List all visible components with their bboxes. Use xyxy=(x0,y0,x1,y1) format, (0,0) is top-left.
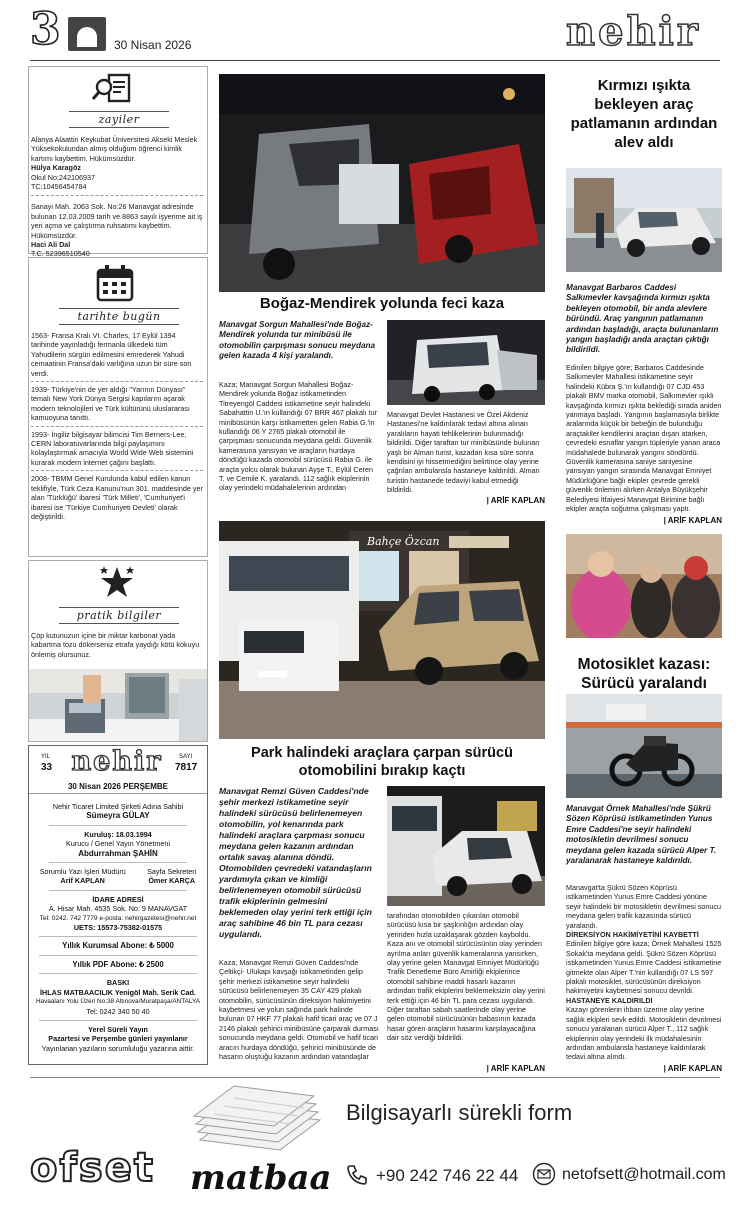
story4-body xyxy=(566,883,722,1062)
story1-headline: Boğaz-Mendirek yolunda feci kaza xyxy=(259,295,505,312)
story2-author: | ARİF KAPLAN xyxy=(486,1064,545,1073)
imprint-line: Yayınlanan yazıların sorumluluğu yazarına aittir. xyxy=(41,1043,195,1053)
header-brand: nehir xyxy=(566,8,701,55)
story3-body: Edinilen bilgiye göre; Barbaros Caddesinde Salkımevler Mahallesi istikametine seyir halindeki Kübra Ş.'ın kullandığı 07 CJD 453 plakalı BMV marka otomobil, Salkımevler ışıklı kavşağında kırmızı ışıkta beklediği sırada aniden yanmaya başladı. Yangının başlamasıyla birlikte aralarında küçük bir bebeğin de bulunduğu araçtakiler kendilerini araçtan dışarı atarken, çevredeki esnaflar yangın tüpleriyle yanan araca müdahalede bulunarak yangını söndürdü. Güvenlik kamerasına saniye saniyesine yansıyan yangın sırasında Manavgat Emniyet Müdürlüğüne bağlı ekipler çevrede gerekli güvenlik önlemini alırken Antalya Büyükşehir Belediyesi İtfaiyesi Manavgat Birimine bağlı ekipler araçta soğutma çalışması yaptı. xyxy=(566,363,722,514)
imprint-line: Ömer KARÇA xyxy=(148,876,196,886)
imprint-line: Nehir Ticaret Limited Şirketi Adına Sahibi xyxy=(52,802,184,811)
imprint-line: Kuruluş: 18.03.1994 xyxy=(84,829,152,839)
imprint-line: Kurucu / Genel Yayın Yönetmeni xyxy=(66,839,170,849)
kitchen-bin-photo xyxy=(29,669,207,741)
imprint-yil: 33 xyxy=(41,762,53,773)
imprint-logo: nehir xyxy=(71,746,163,777)
zayiler-item-name: Haci Ali Dal xyxy=(31,240,71,250)
divider xyxy=(31,470,203,471)
parked-cars-crash-photo xyxy=(219,521,545,739)
imprint-line: Havaalanı Yolu Üzeri No:38 Altınova/Muratpaşa/ANTALYA xyxy=(35,998,201,1006)
zayiler-item-line: Okul No:242106937 xyxy=(31,172,95,182)
story4-paragraph: Manavgat'ta Şükrü Sözen Köprüsü istikametinden Yunus Emre Caddesi yönüne seyir halindeki bir motosikletin devrilmesi sonucu meydana gelen trafik kazasında sürücü yaralandı. xyxy=(566,883,721,930)
story4-author: | ARİF KAPLAN xyxy=(663,1064,722,1073)
ad-rule xyxy=(30,1077,720,1078)
imprint-line: A. Hisar Mah. 4535 Sok. No: 9 MANAVGAT xyxy=(48,904,188,914)
document-search-icon xyxy=(91,73,137,105)
tarihte-item: 1563- Fransa Kralı VI. Charles, 17 Eylül 1394 tarihinde yayınladığı fermanla ülkedeki tüm Yahudilerin sürgün edilmesini emrederek Yahudi cemaatinin Fransa'daki varlığına uzun bir süre son verdi. xyxy=(31,331,192,378)
tarihte-item: 1993- İngiliz bilgisayar bilimcisi Tim Berners-Lee, CERN laboratuvarlarında bilgi paylaşımını kolaylaştırmak amacıyla World Wide Web sistemini kurarak modern internet çağını başlattı. xyxy=(31,429,194,467)
burning-car-photo xyxy=(566,168,722,272)
imprint-box xyxy=(28,745,208,1065)
story1-body-left: Kaza; Manavgat Sorgun Mahallesi Boğaz-Mendirek yolunda Boğaz istikametinden Titreyengöl Caddesi istikametine seyir halindeki Sabahattin U.'ın kullandığı 07 BRR 467 plakalı tur minibüsünün karşı istikametten gelen Rabia G.'in kullandığı 06 Y 2765 plakalı otomobil ile çarpışması sonucunda meydana geldi. Güvenlik kamerasına yansıyan ve araçların hurdaya döndüğü kazada otomobil sürücüsü Rabia G. ile araçta yolcu olarak bulunan Ayşe T., Eylül Ceren T. ve Cemile K. yaralandı. 112 sağlık ekiplerinin olay yerindeki müdahalelerinin ardından xyxy=(219,380,377,493)
divider xyxy=(31,195,203,196)
pratik-text: Çöp kutunuzun içine bir miktar karbonat yada kabartma tozu dökerseniz etrafa yaydığı kötü kokuyu önlemiş olursunuz. xyxy=(31,631,200,659)
story4-headline: Motosiklet kazası: Sürücü yaralandı xyxy=(577,656,711,692)
story4-paragraph: Kazayı görenlerin ihbarı üzerine olay yerine sağlık ekipleri sevk edildi. Motosikletin devrilmesi sonucu yaralanan sürücü Alper T., 112 sağlık ekiplerinin olay yerindeki ilk müdahalesinin ardından ambulansla hastaneye kaldırılarak tedavi altına alındı. xyxy=(566,1005,722,1062)
story3-author: | ARİF KAPLAN xyxy=(663,516,722,525)
left-column xyxy=(28,66,208,1065)
story3-headline: Kırmızı ışıkta bekleyen araç patlamanın ardından alev aldı xyxy=(570,77,718,151)
imprint-line: Sayfa Sekreteri xyxy=(147,867,197,877)
tarihte-section xyxy=(28,257,208,557)
calendar-icon xyxy=(95,264,135,302)
zayiler-item-text: Alanya Alaattin Keykubat Üniversitesi Akseki Meslek Yüksekokulundan almış olduğum öğrenci kimlik kartımı kaybettim. Hükümsüzdür. xyxy=(31,135,198,163)
page-number: 3 xyxy=(30,4,61,55)
header-logo-mark xyxy=(68,17,106,51)
story3-lead: Manavgat Barbaros Caddesi Salkımevler kavşağında kırmızı ışıkta bekleyen otomobil, bir anda alevlere büründü. Araç yangının patlamanın ardından başladığı, araçta bulunanların yangın başladığı anda araçtan çıktığı bildirildi. xyxy=(566,283,719,355)
imprint-line: Tel: 0242. 742 7779 e-posta: nehirgazetesi@nehir.net xyxy=(39,914,197,922)
ad-headline: Bilgisayarlı sürekli form xyxy=(346,1100,573,1125)
people-scene-photo xyxy=(566,534,722,638)
header-date: 30 Nisan 2026 xyxy=(114,38,192,52)
imprint-line: Arif KAPLAN xyxy=(60,876,105,886)
zayiler-item-line: TC:10456454784 xyxy=(31,182,87,192)
imprint-body xyxy=(29,802,207,1053)
tarihte-list xyxy=(31,331,203,521)
imprint-line: Tel: 0242 340 50 40 xyxy=(86,1006,150,1016)
imprint-date: 30 Nisan 2026 PERŞEMBE xyxy=(29,782,207,794)
imprint-line: Abdurrahman ŞAHİN xyxy=(78,848,158,858)
imprint-yil-label: YIL xyxy=(41,754,51,760)
imprint-line: Sümeyra GÜLAY xyxy=(86,811,150,821)
stars-icon xyxy=(97,565,137,601)
ad-email: netofsett@hotmail.com xyxy=(562,1166,726,1183)
email-icon xyxy=(532,1162,556,1186)
story2-body-right: tarafından otomobilden çıkarılan otomobil sürücüsü kısa bir şaşkınlığın ardından olay yerinden hızla uzaklaşarak gözden kayboldu. Kaza anı ve otomobil sürücüsünün olay yerinden ayrılma anları güvenlik kameralarına yansırken, olay yerine gelen Manavgat Emniyet Müdürlüğü Trafik Denetleme Büro Amirliği ekiplerince otomobil sahibine maddi hasarlı kazanın ardından trafik ekiplerini beklemeksizin olay yerini terk ettiği için 46 bin TL para cezası uygulandı. Diğer taraftan sabah saatlerinde olay yerine gelen otomobil sürücüsünün babasının kazada hasar gören araçların hasarını karşılayacağına dair söz verdiği bildirildi. xyxy=(387,911,545,1043)
story1-author: | ARİF KAPLAN xyxy=(486,496,545,505)
imprint-line: Sorumlu Yazı İşleri Müdürü xyxy=(39,867,126,877)
imprint-line: Pazartesi ve Perşembe günleri yayınlanır xyxy=(48,1034,188,1044)
paper-stack-icon xyxy=(190,1080,330,1158)
story2-headline: Park halindeki araçlara çarpan sürücü otomobilini bırakıp kaçtı xyxy=(251,745,513,779)
story2-lead: Manavgat Remzi Güven Caddesi'nde şehir merkezi istikametine seyir halindeki sürücüsü belirlenemeyen otomobilin, yol kenarında park halindeki araçlara çarpması sonucu meydana gelen kazanın ardından ortalık savaş alanına döndü. Otomobilden çevredeki vatandaşların yardımıyla çıkan ve kimliği belirlenemeyen otomobil sürücüsü trafik ekiplerinin gelmesini beklemeden olay yerini terk ettiği için araç sahibine 46 bin TL para cezası uygulandı. xyxy=(219,786,372,939)
imprint-line: Yerel Süreli Yayın xyxy=(88,1024,148,1034)
imprint-sayi-label: SAYI xyxy=(179,754,193,760)
ad-banner xyxy=(30,1080,726,1206)
story4-subhead: DİREKSİYON HAKİMİYETİNİ KAYBETTİ xyxy=(566,930,699,940)
story4-subhead: HASTANEYE KALDIRILDI xyxy=(566,995,653,1005)
pratik-title: pratik bilgiler xyxy=(59,607,179,624)
motorcycle-photo xyxy=(566,694,722,798)
zayiler-item-name: Hülya Karagöz xyxy=(31,163,81,173)
zayiler-section xyxy=(28,66,208,259)
story1-lead: Manavgat Sorgun Mahallesi'nde Boğaz- Mendirek yolunda tur minibüsü ile otomobilin çarpışması sonucu meydana gelen kazada 4 kişi yaralandı. xyxy=(219,320,376,361)
zayiler-title: zayiler xyxy=(69,111,169,128)
imprint-line: İHLAS MATBAACILIK Yenigöl Mah. Serik Cad. xyxy=(40,987,196,997)
story4-paragraph: Edinilen bilgiye göre kaza; Örnek Mahallesi 1525 Sokak'ta meydana geldi. Şükrü Sözen Köprüsü istikametinden Yunus Emre Caddesi istikametine gitmekte olan Alper T.'nin kullandığı 07 LS 597 plakalı motosiklet, sürücüsünün direksiyon hakimiyetini kaybetmesi sonucu devrildi. xyxy=(566,939,722,996)
phone-icon xyxy=(346,1164,368,1186)
imprint-line: İDARE ADRESİ xyxy=(92,894,144,904)
story4-lead: Manavgat Örnek Mahallesi'nde Şükrü Sözen Köprüsü istikametinden Yunus Emre Caddesi'ne seyir halindeki motosikletin devrilmesi sonucu meydana gelen kazada sürücü Alper T. yaralanarak hastaneye kaldırıldı. xyxy=(566,804,717,866)
ad-phone: +90 242 746 22 44 xyxy=(376,1166,519,1185)
imprint-line: BASKI xyxy=(106,978,130,988)
pratik-section xyxy=(28,560,208,742)
divider xyxy=(31,381,203,382)
header-rule xyxy=(30,60,720,61)
imprint-sayi: 7817 xyxy=(175,762,198,773)
story1-body-right: Manavgat Devlet Hastanesi ve Özel Akdeniz Hastanesi'ne kaldırılarak tedavi altına alınan yaralıların hayati tehlikelerinin bulunmadığı bildirildi. Diğer taraftan tur minibüsünde bulunan yaşlı bir Alman turist, kazadan kısa süre sonra kendisini iyi hissetmediğini belirtince olay yerine çağrılan ambulansla hastaneye kaldırıldı. Alman turistin hastanede tedaviyi kabul etmediği bildirildi. xyxy=(387,410,540,495)
imprint-line: Yıllık PDF Abone: ₺ 2500 xyxy=(72,959,164,969)
zayiler-item-1 xyxy=(31,135,203,259)
crash-minibus-photo xyxy=(387,320,545,405)
tarihte-item: 2008- TBMM Genel Kurulunda kabul edilen kanun teklifiyle, Türk Ceza Kanunu'nun 301. maddesinde yer alan 'Türklüğü' ibaresi 'Türk Milleti', 'Cumhuriyet'i ibaresi ise 'Türkiye Cumhuriyeti Devleti' olarak değiştirildi. xyxy=(31,474,203,521)
shop-sign-text: Bahçe Özcan xyxy=(367,535,440,548)
tarihte-title: tarihte bugün xyxy=(59,308,179,325)
zayiler-item-text: Sanayi Mah. 2063 Sok. No:26 Manavgat adresinde bulunan 12.03.2009 tarih ve 8863 sayılı işyerime ait iş yeri açma ve çalıştırma ruhsatımı kaybettim. Hükümsüzdür. xyxy=(31,202,203,240)
imprint-line: Yıllık Kurumsal Abone: ₺ 5000 xyxy=(62,941,174,951)
divider xyxy=(31,426,203,427)
ad-brand-ofset: ofset xyxy=(30,1145,155,1191)
zayiler-item-line: T.C. 52396510540 xyxy=(31,249,90,259)
tarihte-item: 1939- Türkiye'nin de yer aldığı "Yarının Dünyası" temalı New York Dünya Sergisi kapılarını açarak modern teknolojileri ve Türk kültürünü uluslararası kamuoyuna tanıttı. xyxy=(31,385,190,423)
parked-cars-crash-photo-2 xyxy=(387,786,545,906)
story2-body-left: Kaza; Manavgat Remzi Güven Caddesi'nde Çeltikçi- Ulukapı kavşağı istikametinden gelip şehir merkezi istikametine seyir halindeki sürücüsü belirlenemeyen 35 CAY 429 plakalı otomobilin, sürücüsünün direksiyon hakimiyetini kaybetmesi ve yolun sağında park halinde bulunan 07 HKF 77 plakalı hafif ticari araç ve 07 J 2146 plakalı şehirici minibüsüne çarparak durması sonucunda meydana geldi. Otomobil ve hafif ticari aracın hurdaya döndüğü, şehirici minibüsünde de hasarın oluştuğu kazanın ardından vatandaşlar xyxy=(219,958,379,1062)
imprint-line: UETS: 15573-75382-01575 xyxy=(73,923,163,933)
crash-night-photo xyxy=(219,74,545,292)
ad-brand-matbaa: matbaa xyxy=(190,1158,332,1198)
